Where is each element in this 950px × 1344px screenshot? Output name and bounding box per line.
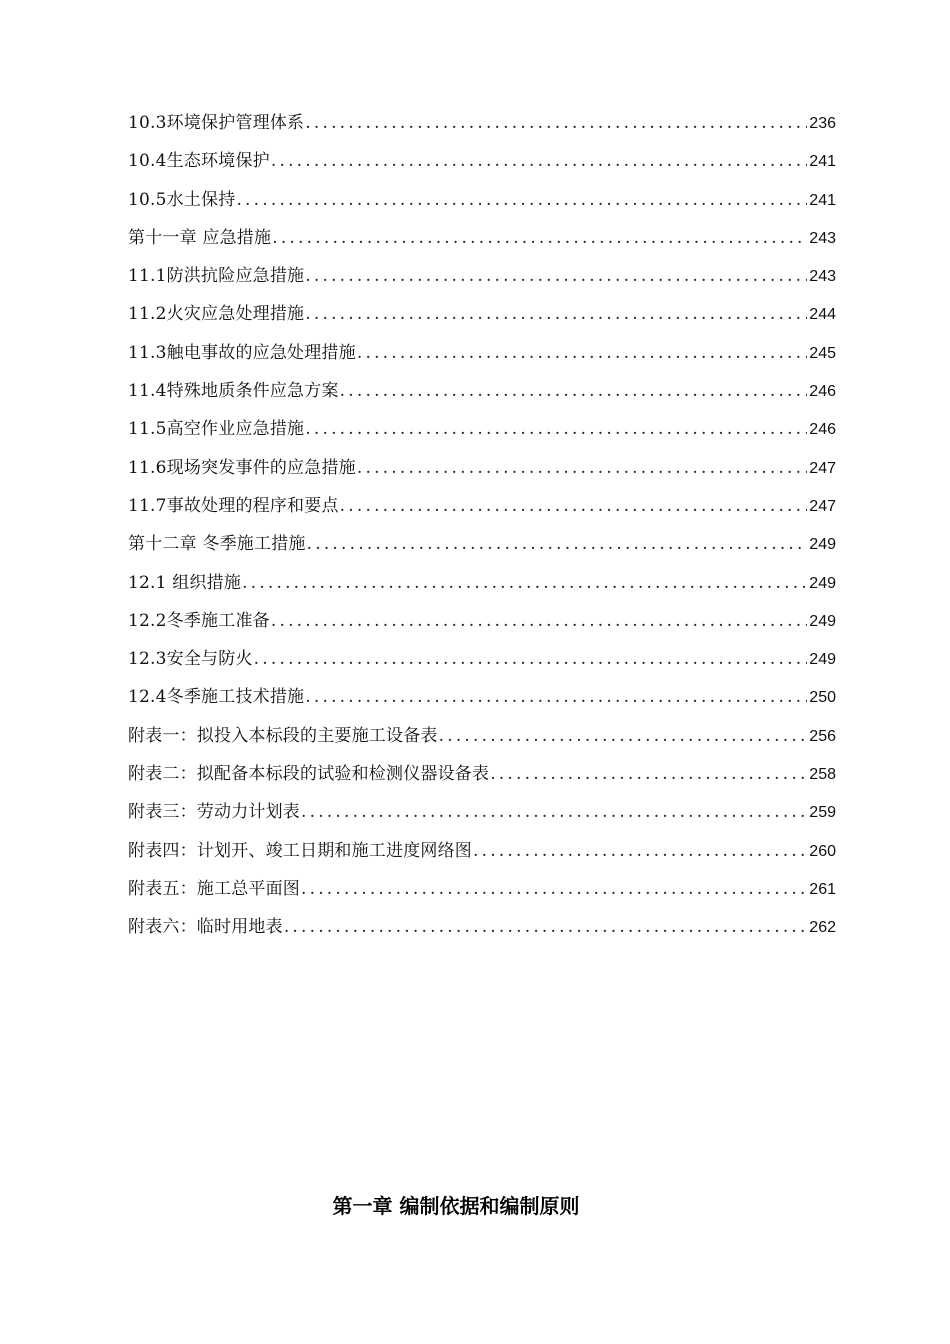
toc-entry[interactable] xyxy=(128,525,836,563)
toc-entry-title: 附表四：计划开、竣工日期和施工进度网络图 xyxy=(128,840,472,861)
toc-entry-title: 11.7事故处理的程序和要点 xyxy=(128,495,339,516)
toc-entry-page: 241 xyxy=(809,191,836,209)
toc-entry-title: 11.4特殊地质条件应急方案 xyxy=(128,381,339,402)
toc-entry-page: 243 xyxy=(809,229,836,247)
table-of-contents xyxy=(128,104,836,947)
toc-entry-title: 第十二章 冬季施工措施 xyxy=(128,534,306,555)
toc-dot-leader xyxy=(473,832,807,870)
toc-entry[interactable] xyxy=(128,410,836,448)
toc-entry-title: 附表六：临时用地表 xyxy=(128,917,283,938)
toc-entry-title: 12.3安全与防火 xyxy=(128,649,253,670)
toc-dot-leader xyxy=(490,755,807,793)
toc-entry-title: 附表五：施工总平面图 xyxy=(128,878,300,899)
toc-entry[interactable] xyxy=(128,755,836,793)
toc-entry[interactable] xyxy=(128,678,836,716)
toc-entry-page: 241 xyxy=(809,153,836,171)
toc-entry-title: 12.1 组织措施 xyxy=(128,572,242,593)
toc-dot-leader xyxy=(305,295,807,333)
toc-dot-leader xyxy=(272,219,807,257)
toc-entry-title: 11.3触电事故的应急处理措施 xyxy=(128,342,356,363)
toc-entry[interactable] xyxy=(128,181,836,219)
chapter-heading: 第一章 编制依据和编制原则 xyxy=(332,1194,580,1218)
toc-entry[interactable] xyxy=(128,564,836,602)
toc-dot-leader xyxy=(236,181,807,219)
toc-entry-page: 243 xyxy=(809,268,836,286)
toc-entry[interactable] xyxy=(128,449,836,487)
toc-entry-title: 10.5水土保持 xyxy=(128,189,236,210)
toc-entry-page: 246 xyxy=(809,421,836,439)
toc-entry-page: 249 xyxy=(809,536,836,554)
toc-entry[interactable] xyxy=(128,487,836,525)
toc-entry-page: 259 xyxy=(809,804,836,822)
toc-entry-page: 249 xyxy=(809,574,836,592)
toc-entry[interactable] xyxy=(128,257,836,295)
toc-dot-leader xyxy=(357,334,807,372)
toc-dot-leader xyxy=(305,410,807,448)
toc-entry[interactable] xyxy=(128,640,836,678)
toc-dot-leader xyxy=(305,257,807,295)
toc-entry[interactable] xyxy=(128,372,836,410)
toc-entry-page: 246 xyxy=(809,383,836,401)
toc-entry-page: 236 xyxy=(809,115,836,132)
toc-entry[interactable] xyxy=(128,793,836,831)
toc-entry-title: 10.3环境保护管理体系 xyxy=(128,113,305,133)
toc-dot-leader xyxy=(340,372,808,410)
toc-dot-leader xyxy=(271,142,807,180)
toc-dot-leader xyxy=(242,564,807,602)
toc-dot-leader xyxy=(357,449,807,487)
toc-entry-title: 12.4冬季施工技术措施 xyxy=(128,687,305,708)
toc-entry[interactable] xyxy=(128,870,836,908)
toc-entry-page: 244 xyxy=(809,306,836,324)
toc-entry[interactable] xyxy=(128,602,836,640)
toc-dot-leader xyxy=(271,602,807,640)
toc-dot-leader xyxy=(305,104,807,142)
toc-entry-page: 250 xyxy=(809,689,836,707)
toc-entry-title: 附表三：劳动力计划表 xyxy=(128,802,300,823)
toc-entry-title: 12.2冬季施工准备 xyxy=(128,610,270,631)
toc-entry-title: 11.2火灾应急处理措施 xyxy=(128,304,305,325)
toc-dot-leader xyxy=(340,487,808,525)
toc-entry[interactable] xyxy=(128,908,836,946)
toc-entry-page: 260 xyxy=(809,842,836,860)
toc-entry[interactable] xyxy=(128,104,836,142)
toc-entry-title: 11.1防洪抗险应急措施 xyxy=(128,266,305,287)
toc-entry-page: 247 xyxy=(809,497,836,515)
toc-dot-leader xyxy=(301,793,807,831)
toc-entry[interactable] xyxy=(128,142,836,180)
toc-entry-title: 第十一章 应急措施 xyxy=(128,227,272,248)
toc-dot-leader xyxy=(307,525,808,563)
toc-entry-title: 附表二：拟配备本标段的试验和检测仪器设备表 xyxy=(128,764,490,785)
toc-entry-page: 261 xyxy=(809,880,836,898)
toc-entry[interactable] xyxy=(128,832,836,870)
toc-dot-leader xyxy=(301,870,807,908)
toc-entry-title: 11.6现场突发事件的应急措施 xyxy=(128,457,356,478)
toc-entry-page: 247 xyxy=(809,459,836,477)
toc-entry-page: 262 xyxy=(809,919,836,937)
toc-dot-leader xyxy=(254,640,808,678)
toc-dot-leader xyxy=(439,717,808,755)
toc-entry-page: 249 xyxy=(809,651,836,669)
toc-entry[interactable] xyxy=(128,219,836,257)
toc-dot-leader xyxy=(284,908,807,946)
toc-entry-title: 10.4生态环境保护 xyxy=(128,151,270,172)
toc-entry-title: 11.5高空作业应急措施 xyxy=(128,419,305,440)
toc-entry-page: 245 xyxy=(809,344,836,362)
toc-entry[interactable] xyxy=(128,717,836,755)
toc-entry[interactable] xyxy=(128,295,836,333)
toc-entry-page: 249 xyxy=(809,612,836,630)
toc-entry-page: 256 xyxy=(809,727,836,745)
toc-dot-leader xyxy=(305,678,807,716)
toc-entry[interactable] xyxy=(128,334,836,372)
toc-entry-page: 258 xyxy=(809,766,836,784)
toc-entry-title: 附表一：拟投入本标段的主要施工设备表 xyxy=(128,725,438,746)
